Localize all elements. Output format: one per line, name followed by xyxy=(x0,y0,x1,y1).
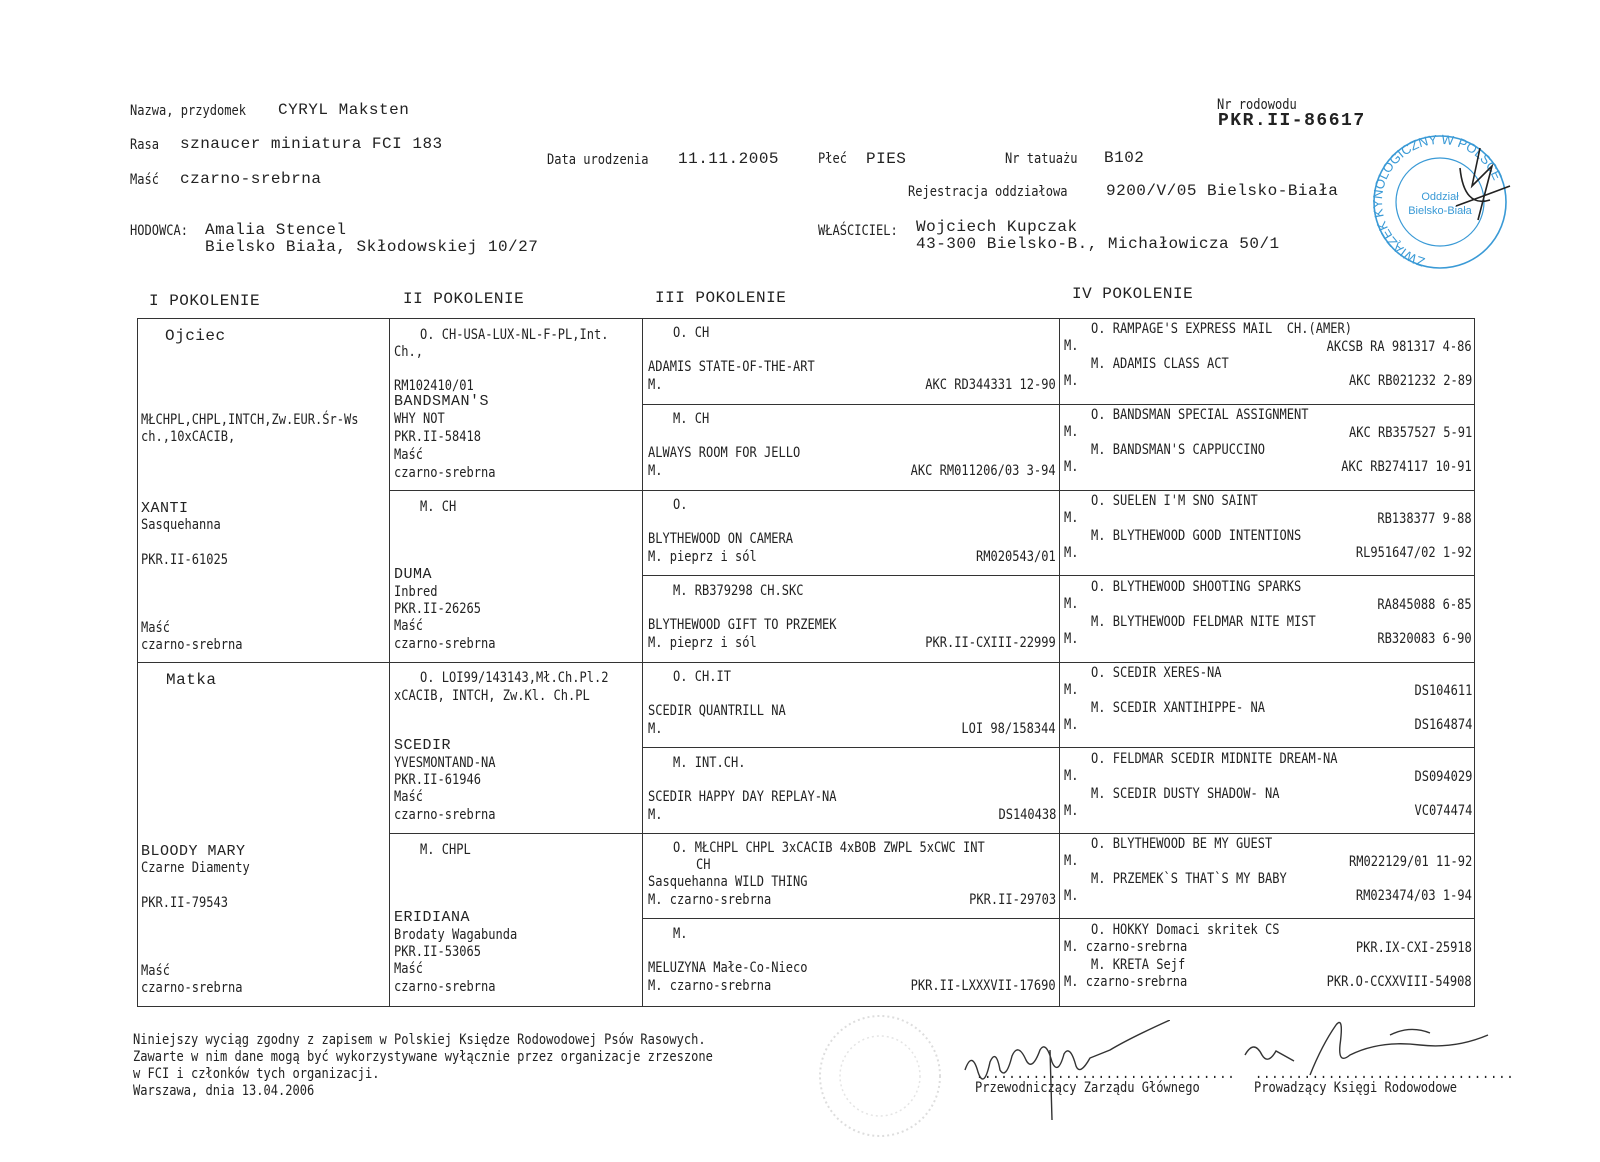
gen4-sire-registration: AKC RB357527 5-91 xyxy=(1348,425,1472,441)
gen3-titles-2: CH xyxy=(696,857,711,873)
gen4-sire-name: O. HOKKY Domaci skritek CS xyxy=(1091,922,1280,938)
gen4-dam-color: M. xyxy=(1064,459,1079,475)
gen3-registration: PKR.II-29703 xyxy=(969,892,1056,908)
row-divider xyxy=(642,918,1475,919)
gen3-titles: M. RB379298 CH.SKC xyxy=(673,583,804,599)
gen2-titles: M. CHPL xyxy=(420,842,471,858)
gen4-sire-registration: RM022129/01 11-92 xyxy=(1348,854,1472,870)
row-divider xyxy=(389,662,643,663)
breeder-name: Amalia Stencel xyxy=(205,221,347,239)
gen4-sire-color: M. xyxy=(1064,510,1079,526)
gen2-color-label: Maść xyxy=(394,447,423,463)
row-divider xyxy=(642,490,1475,491)
note-line-1: Niniejszy wyciąg zgodny z zapisem w Polskiej Księdze Rodowodowej Psów Rasowych. xyxy=(133,1032,706,1048)
note-line-3: w FCI i członków tych organizacji. xyxy=(133,1066,380,1082)
gen3-color: M. pieprz i sól xyxy=(648,549,757,565)
gen4-dam-color: M. xyxy=(1064,888,1079,904)
owner-name: Wojciech Kupczak xyxy=(916,218,1078,236)
gen4-sire-color: M. czarno-srebrna xyxy=(1064,939,1188,955)
gen4-dam-color: M. xyxy=(1064,545,1079,561)
gen4-sire-color: M. xyxy=(1064,768,1079,784)
registration-value: 9200/V/05 Bielsko-Biała xyxy=(1106,182,1339,200)
gen2-name: BANDSMAN'S xyxy=(394,393,490,410)
gen4-sire-color: M. xyxy=(1064,853,1079,869)
gen3-name: SCEDIR HAPPY DAY REPLAY-NA xyxy=(648,789,837,805)
gen4-sire-name: O. RAMPAGE'S EXPRESS MAIL CH.(AMER) xyxy=(1091,321,1352,337)
color-value: czarno-srebrna xyxy=(180,170,322,188)
generation-4-heading: IV POKOLENIE xyxy=(1072,285,1194,303)
signature-dots-left: ................................ xyxy=(976,1066,1236,1082)
gen3-name: ALWAYS ROOM FOR JELLO xyxy=(648,445,801,461)
gen4-sire-registration: DS104611 xyxy=(1414,683,1472,699)
faded-seal-icon xyxy=(800,1010,960,1145)
gen3-registration: RM020543/01 xyxy=(976,549,1056,565)
stamp-center-line2: Bielsko-Biała xyxy=(1408,205,1472,217)
stamp-center-line1: Oddział xyxy=(1421,191,1459,203)
row-divider xyxy=(642,833,1475,834)
gen2-name-2: WHY NOT xyxy=(394,411,445,427)
gen4-dam-color: M. czarno-srebrna xyxy=(1064,974,1188,990)
gen2-titles-2: Ch., xyxy=(394,344,423,360)
gen2-color-label: Maść xyxy=(394,618,423,634)
owner-label: WŁAŚCICIEL: xyxy=(818,223,898,239)
note-line-4: Warszawa, dnia 13.04.2006 xyxy=(133,1083,315,1099)
gen3-titles: O. MŁCHPL CHPL 3xCACIB 4xBOB ZWPL 5xCWC INT xyxy=(673,840,985,856)
gen2-registration: RM102410/01 xyxy=(394,378,474,394)
breeder-label: HODOWCA: xyxy=(130,223,188,239)
gen4-dam-registration: RM023474/03 1-94 xyxy=(1356,888,1472,904)
row-divider xyxy=(642,404,1475,405)
gen3-name: ADAMIS STATE-OF-THE-ART xyxy=(648,359,815,375)
gen4-dam-registration: VC074474 xyxy=(1414,803,1472,819)
gen4-dam-color: M. xyxy=(1064,717,1079,733)
gen3-registration: AKC RM011206/03 3-94 xyxy=(911,463,1056,479)
gen2-registration: PKR.II-26265 xyxy=(394,601,481,617)
pedigree-number: PKR.II-86617 xyxy=(1218,111,1366,131)
dob-label: Data urodzenia xyxy=(547,152,649,168)
row-divider xyxy=(642,662,1475,663)
signature-dots-right: ................................ xyxy=(1255,1066,1515,1082)
row-divider xyxy=(642,747,1475,748)
gen4-sire-color: M. xyxy=(1064,338,1079,354)
gen4-dam-registration: PKR.O-CCXXVIII-54908 xyxy=(1327,974,1472,990)
sire-titles: MŁCHPL,CHPL,INTCH,Zw.EUR.Śr-Ws xyxy=(141,412,359,428)
gen4-dam-name: M. BANDSMAN'S CAPPUCCINO xyxy=(1091,442,1265,458)
name-label: Nazwa, przydomek xyxy=(130,103,246,119)
gen4-dam-name: M. SCEDIR DUSTY SHADOW- NA xyxy=(1091,786,1280,802)
gen2-titles: O. CH-USA-LUX-NL-F-PL,Int. xyxy=(420,327,609,343)
chairman-signature-label: Przewodniczący Zarządu Głównego xyxy=(975,1080,1200,1096)
gen4-dam-registration: RL951647/02 1-92 xyxy=(1356,545,1472,561)
gen3-name: MELUZYNA Małe-Co-Nieco xyxy=(648,960,808,976)
breed-label: Rasa xyxy=(130,137,159,153)
generation-2-heading: II POKOLENIE xyxy=(403,290,525,308)
row-divider xyxy=(389,490,643,491)
color-label: Maść xyxy=(130,172,159,188)
note-line-2: Zawarte w nim dane mogą być wykorzystywane wyłącznie przez organizacje zrzeszone xyxy=(133,1049,713,1065)
gen2-titles: O. LOI99/143143,Mł.Ch.Pl.2 xyxy=(420,670,609,686)
gen3-titles: O. CH.IT xyxy=(673,669,731,685)
dob-value: 11.11.2005 xyxy=(678,150,780,168)
dam-role: Matka xyxy=(166,671,217,689)
gen3-color: M. xyxy=(648,377,663,393)
gen4-dam-name: M. BLYTHEWOOD FELDMAR NITE MIST xyxy=(1091,614,1316,630)
dam-color: czarno-srebrna xyxy=(141,980,243,996)
gen3-color: M. pieprz i sól xyxy=(648,635,757,651)
kennel-club-stamp xyxy=(1360,128,1520,276)
registration-label: Rejestracja oddziałowa xyxy=(908,184,1068,200)
sire-color: czarno-srebrna xyxy=(141,637,243,653)
gen4-sire-registration: PKR.IX-CXI-25918 xyxy=(1356,940,1472,956)
gen3-name: Sasquehanna WILD THING xyxy=(648,874,808,890)
table-border-top xyxy=(137,318,1475,319)
gen4-dam-registration: AKC RB021232 2-89 xyxy=(1348,373,1472,389)
gen3-color: M. czarno-srebrna xyxy=(648,892,772,908)
gen2-color-label: Maść xyxy=(394,789,423,805)
gen2-registration-2: PKR.II-58418 xyxy=(394,429,481,445)
gen3-registration: PKR.II-CXIII-22999 xyxy=(925,635,1056,651)
gen4-dam-color: M. xyxy=(1064,803,1079,819)
breeder-address: Bielsko Biała, Skłodowskiej 10/27 xyxy=(205,238,539,256)
gen4-sire-name: O. BANDSMAN SPECIAL ASSIGNMENT xyxy=(1091,407,1309,423)
gen4-dam-registration: RB320083 6-90 xyxy=(1377,631,1472,647)
gen2-name: ERIDIANA xyxy=(394,909,471,926)
row-divider xyxy=(389,833,643,834)
pedigree-number-label: Nr rodowodu xyxy=(1217,97,1297,113)
gen4-sire-registration: DS094029 xyxy=(1414,769,1472,785)
gen3-registration: LOI 98/158344 xyxy=(961,721,1056,737)
gen4-sire-registration: RB138377 9-88 xyxy=(1377,511,1472,527)
gen2-color: czarno-srebrna xyxy=(394,636,496,652)
gen4-dam-color: M. xyxy=(1064,373,1079,389)
breed-value: sznaucer miniatura FCI 183 xyxy=(180,135,443,153)
gen3-titles: O. CH xyxy=(673,325,710,341)
registrar-signature-icon xyxy=(1240,1015,1490,1095)
gen4-sire-name: O. FELDMAR SCEDIR MIDNITE DREAM-NA xyxy=(1091,751,1338,767)
gen4-dam-registration: AKC RB274117 10-91 xyxy=(1341,459,1472,475)
gen3-titles: M. INT.CH. xyxy=(673,755,746,771)
gen4-dam-name: M. KRETA Sejf xyxy=(1091,957,1186,973)
gen4-dam-name: M. SCEDIR XANTIHIPPE- NA xyxy=(1091,700,1265,716)
gen3-titles: M. xyxy=(673,926,688,942)
gen3-name: SCEDIR QUANTRILL NA xyxy=(648,703,786,719)
gen3-color: M. xyxy=(648,807,663,823)
gen4-dam-color: M. xyxy=(1064,631,1079,647)
gen4-sire-color: M. xyxy=(1064,682,1079,698)
gen2-color: czarno-srebrna xyxy=(394,807,496,823)
gen2-name: DUMA xyxy=(394,566,433,583)
gen2-titles-2: xCACIB, INTCH, Zw.Kl. Ch.PL xyxy=(394,688,590,704)
gen3-titles: O. xyxy=(673,497,688,513)
gen4-dam-name: M. ADAMIS CLASS ACT xyxy=(1091,356,1229,372)
gen4-sire-registration: AKCSB RA 981317 4-86 xyxy=(1327,339,1472,355)
gen2-color: czarno-srebrna xyxy=(394,465,496,481)
gen2-color-label: Maść xyxy=(394,961,423,977)
gen4-sire-name: O. BLYTHEWOOD SHOOTING SPARKS xyxy=(1091,579,1302,595)
row-divider xyxy=(642,575,1475,576)
sex-value: PIES xyxy=(866,150,907,168)
sire-kennel: Sasquehanna xyxy=(141,517,221,533)
gen3-registration: AKC RD344331 12-90 xyxy=(925,377,1056,393)
gen2-registration: PKR.II-53065 xyxy=(394,944,481,960)
gen4-sire-color: M. xyxy=(1064,596,1079,612)
sire-name: XANTI xyxy=(141,500,189,517)
registrar-signature-label: Prowadzący Księgi Rodowodowe xyxy=(1254,1080,1457,1096)
tattoo-label: Nr tatuażu xyxy=(1005,151,1078,167)
sire-role: Ojciec xyxy=(165,327,226,345)
sire-color-label: Maść xyxy=(141,620,170,636)
gen3-registration: DS140438 xyxy=(998,807,1056,823)
dam-registration: PKR.II-79543 xyxy=(141,895,228,911)
row-divider xyxy=(137,662,390,663)
gen3-color: M. czarno-srebrna xyxy=(648,978,772,994)
dam-kennel: Czarne Diamenty xyxy=(141,860,250,876)
gen4-sire-name: O. SCEDIR XERES-NA xyxy=(1091,665,1222,681)
gen4-dam-registration: DS164874 xyxy=(1414,717,1472,733)
chairman-signature-icon xyxy=(960,1020,1170,1130)
gen3-name: BLYTHEWOOD GIFT TO PRZEMEK xyxy=(648,617,837,633)
owner-address: 43-300 Bielsko-B., Michałowicza 50/1 xyxy=(916,235,1280,253)
gen2-registration: PKR.II-61946 xyxy=(394,772,481,788)
generation-3-heading: III POKOLENIE xyxy=(655,289,787,307)
sex-label: Płeć xyxy=(818,151,847,167)
gen2-color: czarno-srebrna xyxy=(394,979,496,995)
gen3-titles: M. CH xyxy=(673,411,710,427)
gen4-sire-color: M. xyxy=(1064,424,1079,440)
dam-name: BLOODY MARY xyxy=(141,843,246,860)
gen4-dam-name: M. BLYTHEWOOD GOOD INTENTIONS xyxy=(1091,528,1302,544)
name-value: CYRYL Maksten xyxy=(278,101,410,119)
gen4-dam-name: M. PRZEMEK`S THAT`S MY BABY xyxy=(1091,871,1287,887)
gen3-name: BLYTHEWOOD ON CAMERA xyxy=(648,531,793,547)
dam-color-label: Maść xyxy=(141,963,170,979)
gen2-name: SCEDIR xyxy=(394,737,452,754)
gen4-sire-name: O. BLYTHEWOOD BE MY GUEST xyxy=(1091,836,1273,852)
gen2-titles: M. CH xyxy=(420,499,457,515)
gen3-color: M. xyxy=(648,721,663,737)
generation-1-heading: I POKOLENIE xyxy=(149,292,261,310)
sire-registration: PKR.II-61025 xyxy=(141,552,228,568)
gen4-sire-name: O. SUELEN I'M SNO SAINT xyxy=(1091,493,1258,509)
gen2-name-2: YVESMONTAND-NA xyxy=(394,755,496,771)
table-border-bottom xyxy=(137,1006,1475,1007)
gen4-sire-registration: RA845088 6-85 xyxy=(1377,597,1472,613)
gen3-registration: PKR.II-LXXXVII-17690 xyxy=(911,978,1056,994)
tattoo-value: B102 xyxy=(1104,149,1145,167)
stamp-ring-text: ZWIĄZEK KYNOLOGICZNY W POLSCE xyxy=(1369,131,1506,270)
gen2-kennel: Inbred xyxy=(394,584,438,600)
gen2-kennel: Brodaty Wagabunda xyxy=(394,927,518,943)
gen3-color: M. xyxy=(648,463,663,479)
sire-titles-2: ch.,10xCACIB, xyxy=(141,429,236,445)
